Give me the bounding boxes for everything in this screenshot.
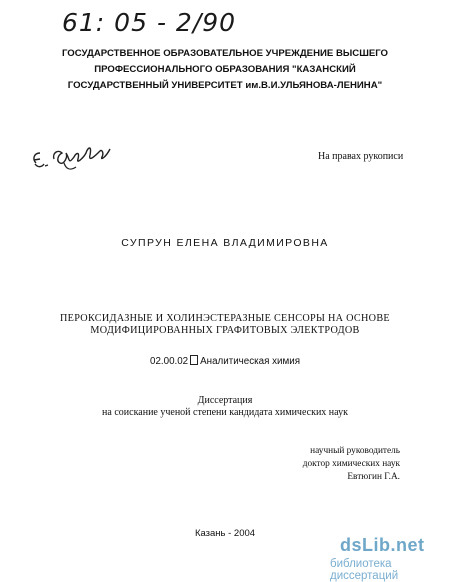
specialty-code: 02.00.02	[150, 356, 189, 367]
dissertation-label: Диссертация	[197, 395, 253, 406]
supervisor-block	[270, 445, 400, 484]
title-line-2: МОДИФИЦИРОВАННЫХ ГРАФИТОВЫХ ЭЛЕКТРОДОВ	[90, 325, 360, 336]
handwritten-archive-number: 61: 05 - 2/90	[62, 8, 237, 37]
institution-line-3: ГОСУДАРСТВЕННЫЙ УНИВЕРСИТЕТ им.В.И.УЛЬЯНОВА-ЛЕНИНА"	[67, 80, 383, 91]
supervisor-name: Евтюгин Г.А.	[347, 472, 400, 482]
dissertation-title	[40, 313, 410, 337]
specialty	[0, 355, 450, 367]
institution-header	[48, 46, 402, 94]
watermark-tagline: библиотека диссертаций	[330, 558, 399, 582]
separator-box-glyph	[190, 355, 198, 365]
institution-line-1: ГОСУДАРСТВЕННОЕ ОБРАЗОВАТЕЛЬНОЕ УЧРЕЖДЕНИЕ ВЫСШЕГО	[61, 48, 389, 59]
handwritten-signature	[30, 133, 125, 183]
institution-line-2: ПРОФЕССИОНАЛЬНОГО ОБРАЗОВАНИЯ "КАЗАНСКИЙ	[94, 64, 356, 75]
watermark-logo: dsLib.net	[340, 535, 425, 555]
author-name: СУПРУН ЕЛЕНА ВЛАДИМИРОВНА	[121, 237, 329, 249]
supervisor-role: научный руководитель	[310, 446, 400, 456]
dissertation-degree-block	[0, 395, 450, 419]
degree-line: на соискание ученой степени кандидата химических наук	[102, 407, 348, 418]
title-line-1: ПЕРОКСИДАЗНЫЕ И ХОЛИНЭСТЕРАЗНЫЕ СЕНСОРЫ НА ОСНОВЕ	[60, 313, 390, 324]
manuscript-rights-label: На правах рукописи	[318, 151, 404, 162]
supervisor-degree: доктор химических наук	[302, 459, 400, 469]
specialty-name: Аналитическая химия	[200, 356, 300, 367]
city-year: Казань - 2004	[194, 528, 256, 539]
